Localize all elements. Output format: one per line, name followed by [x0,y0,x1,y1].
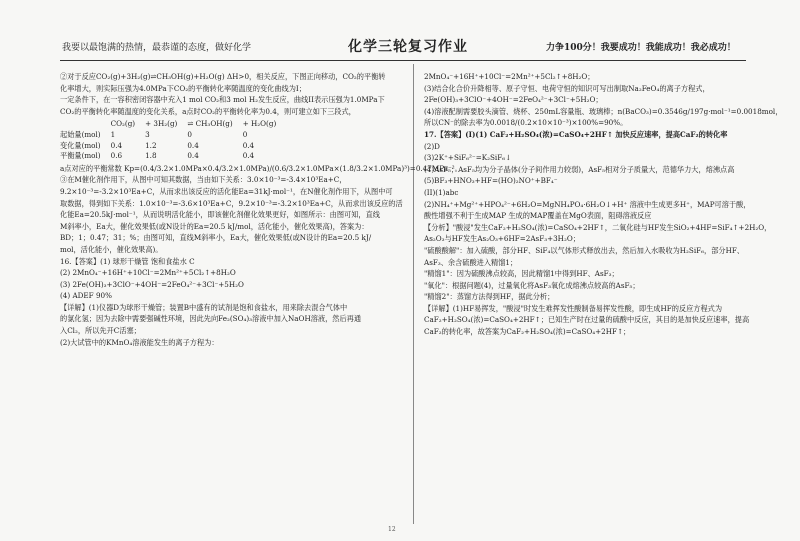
table-cell: 0.6 [110,151,123,161]
right-line: CaF₂+H₂SO₄(浓)=CaSO₄+2HF↑；已知生产时在过量的硫酸中反应，其目的是加快反应速率，提高 [424,315,750,325]
table-cell: 0 [242,129,248,139]
equation-line: (3) 2Fe(OH)₃+3ClO⁻+4OH⁻=2FeO₄²⁻+3Cl⁻+5H₂O [60,279,244,289]
table-cell: 1.8 [145,151,157,161]
left-line: 的氯化氢；因为去除中需要强碱性环境，因此先向Fe₂(SO₄)₃溶液中加入NaOH溶液，然后再通 [60,314,362,324]
right-line: (3)2K⁺+SiF₆²⁻=K₂SiF₆↓ [424,153,512,163]
header-rule [60,60,746,61]
left-line: 化能Ea=20.5kJ·mol⁻¹，从而说明活化能小，即该催化剂催化效果更好，如图所示：由图可知，直线 [60,210,380,220]
left-line: 【详解】(1)仪器D为球形干燥管；装置B中盛有的试剂是饱和食盐水，用来除去混合气体中 [60,302,348,312]
header-title: 化学三轮复习作业 [348,39,468,55]
table-cell: ⇌ CH₃OH(g) [187,119,233,129]
table-row [60,151,286,162]
table-cell: 1.2 [145,140,157,150]
table-cell: + H₂O(g) [242,119,277,129]
table-cell: 3 [145,129,150,139]
left-line: M斜率小，Ea大，催化效果低(或N设计的Ea=20.5 kJ/mol，活化能小，催化效果高)，答案为： [60,221,369,231]
table-header-row [60,119,286,130]
left-line: 入Cl₂，所以先开C活塞； [60,326,141,336]
table-cell: + 3H₂(g) [145,119,178,129]
right-line: 2MnO₄⁻+16H⁺+10Cl⁻=2Mn²⁺+5Cl₂↑+8H₂O； [424,72,595,81]
right-line: (3)结合化合价升降相等、原子守恒、电荷守恒的知识可写出制取Na₂FeO₄的离子方程式， [424,83,710,93]
right-line: (2)NH₄⁺+Mg²⁺+HPO₄²⁻+6H₂O=MgNH₄PO₄·6H₂O↓+H⁺ 溶液中生成更多H⁺，MAP可溶于酸， [424,199,751,209]
left-line: BD；1；0.47；31；%；由图可知，直线M斜率小，Ea大，催化效果低(或N设计的Ea=20.5 kJ/ [60,233,372,243]
left-line: 9.2×10⁻³=-3.2×10³Ea+C，从而求出该反应的活化能Ea=31kJ·mol⁻¹，在N催化剂作用下，从图中可 [60,186,393,196]
kp-formula: a点对应的平衡常数 Kp=(0.4/3.2×1.0MPa×0.4/3.2×1.0MPa)/(0.6/3.2×1.0MPa×(1.8/3.2×1.0MPa)³)=0.47MPa⁻²。 [60,163,462,173]
right-line: "精馏2"：蒸馏方法得到HF，据此分析； [424,292,555,302]
left-line: 化率增大，则实际压强为4.0MPa下CO₂的平衡转化率随温度的变化曲线为I； [60,83,306,93]
page-number: 12 [388,526,396,533]
table-cell: 变化量(mol) [60,140,101,150]
right-line: AsF₃、余含硫酸进入精馏1； [424,257,518,267]
answer-16-heading: 16.【答案】(1) 球形干燥管 饱和食盐水 C [60,256,195,266]
right-line: 2Fe(OH)₃+3ClO⁻+4OH⁻=2FeO₄²⁻+3Cl⁻+5H₂O； [424,95,603,105]
right-line: 【详解】(1)HF易挥发，"酸浸"时发生难挥发性酸制备易挥发性酸，即生成HF的反应方程式为 [424,303,723,313]
right-line: 【分析】"酸浸"发生CaF₂+H₂SO₄(浓)=CaSO₄+2HF↑，二氧化硅与HF发生SiO₂+4HF=SiF₄↑+2H₂O， [424,222,772,232]
header-motto-left: 我要以最饱满的热情，最恭谨的态度，做好化学 [62,43,252,53]
left-line: 一定条件下，在一容积密闭容器中充入1 mol CO₂和3 mol H₂发生反应，曲线II表示压强为1.0MPa下 [60,95,385,105]
right-line: CaF₂的转化率，故答案为CaF₂+H₂SO₄(浓)=CaSO₄+2HF↑； [424,327,631,337]
right-line: (4)AsF₅；AsF₅均为分子晶体(分子间作用力较弱)，AsF₅相对分子质量大，范德华力大，熔沸点高 [424,164,735,174]
left-line: (2)大试管中的KMnO₄溶液能发生的离子方程为： [60,337,219,347]
three-stage-table [60,119,286,161]
table-cell: 1 [110,129,116,139]
column-divider [413,64,414,524]
right-line: (II)(1)abc [424,187,459,197]
table-cell: 0.4 [242,140,255,150]
right-line: (5)BF₃+HNO₃+HF=(HO)₂NO⁺+BF₄⁻ [424,176,558,186]
table-cell: 0.4 [187,140,199,150]
right-line: (4)溶液配制需要胶头滴管、烧杯、250mL容量瓶、玻璃棒；n(BaCO₃)=0.3546g/197g·mol⁻¹=0.0018mol， [424,106,783,116]
left-line: CO₂的平衡转化率随温度的变化关系，a点时CO₂的平衡转化率为0.4，则可建立如下三段式， [60,106,356,116]
right-line: "硫酸酸解"：加入硫酸，部分HF、SiF₄以气体形式释放出去，然后加入水吸收为H₂SiF₆，部分HF、 [424,245,745,255]
left-line: ③在M催化剂作用下，从图中可知其数据，当由如下关系：3.0×10⁻³=-3.4×10³Ea+C， [60,175,347,185]
right-line: "精馏1"：因为硫酸沸点较高，因此精馏1中得到HF、AsF₃； [424,269,619,279]
table-cell: 0.4 [110,140,123,150]
table-cell: 0 [187,129,192,139]
right-line: "氧化"：根据问题(4)，过量氧化将AsF₃氧化成熔沸点较高的AsF₅； [424,280,640,290]
answer-line: (4) ADEF 90% [60,291,112,301]
table-row [60,141,286,152]
table-cell: CO₂(g) [110,119,136,129]
right-line: 酸性增强不利于生成MAP 生成的MAP覆盖在MgO表面，阻碍溶液反应 [424,211,652,221]
left-line: ②对于反应CO₂(g)+3H₂(g)⇌CH₃OH(g)+H₂O(g) ΔH>0，相关反应，下图正向移动，CO₂的平衡转 [60,72,386,81]
left-line: mol，活化能小，催化效果高)。 [60,244,163,254]
right-column [424,72,783,339]
table-cell [60,119,111,130]
table-row [60,130,286,141]
left-line: 取数据，得到如下关系：1.0×10⁻³=-3.6×10³Ea+C，9.2×10⁻³=-3.2×10³Ea+C，从而求出该反应的活 [60,198,403,208]
right-line: As₂O₃与HF发生As₂O₃+6HF=2AsF₃+3H₂O； [424,234,580,244]
answer-17-heading: 17.【答案】(I)(1) CaF₂+H₂SO₄(浓)=CaSO₄+2HF↑ 加快反应速率，提高CaF₂的转化率 [424,129,728,139]
table-cell: 0.4 [187,151,199,161]
table-cell: 0.4 [242,151,255,161]
equation-line: (2) 2MnO₄⁻+16H⁺+10Cl⁻=2Mn²⁺+5Cl₂↑+8H₂O [60,268,236,278]
right-line: 所以CN⁻的除去率为0.0018/(0.2×10×10⁻³)×100%=90%。 [424,118,628,128]
table-cell: 平衡量(mol) [60,151,101,161]
page-header [0,28,800,64]
header-motto-right: 力争100分！我要成功！我能成功！我必成功！ [546,43,736,53]
right-line: (2)D [424,141,440,151]
table-cell: 起始量(mol) [60,129,101,139]
